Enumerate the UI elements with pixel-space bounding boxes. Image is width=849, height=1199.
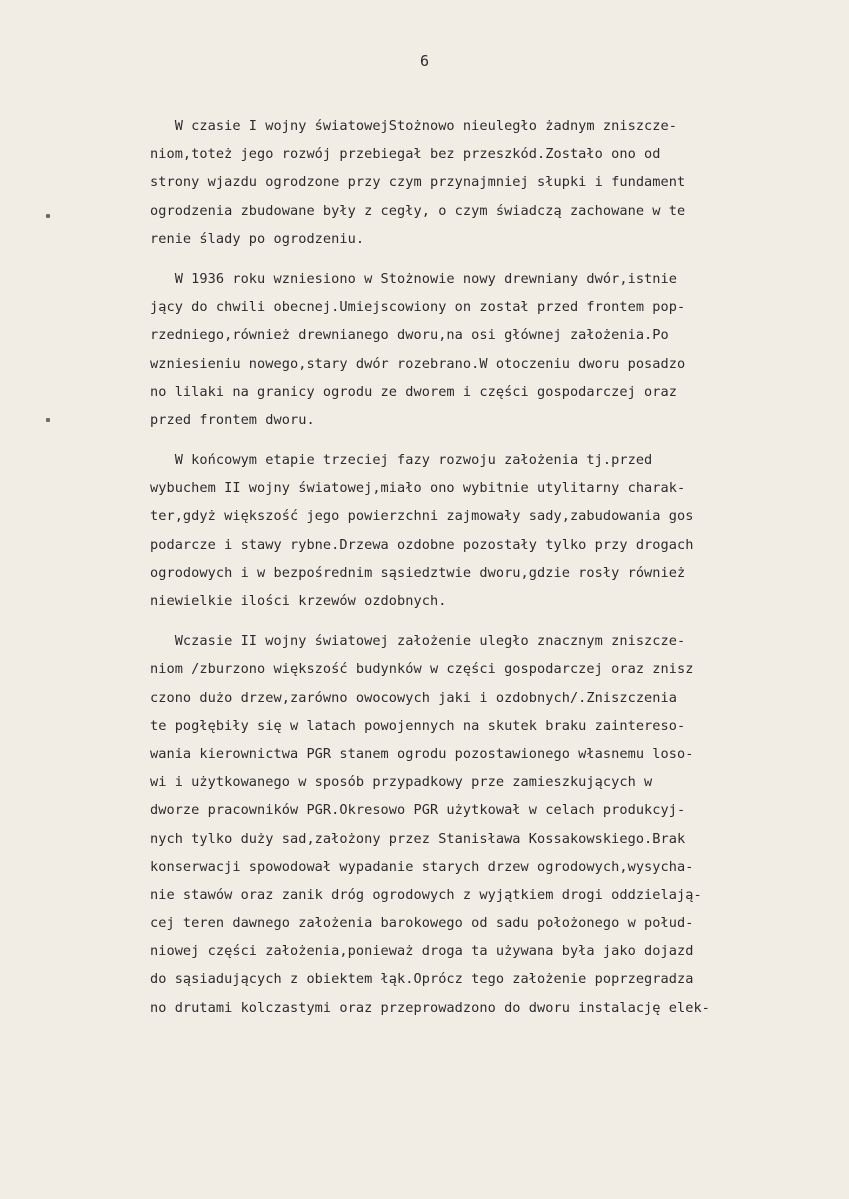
text-line: nie stawów oraz zanik dróg ogrodowych z wyjątkiem drogi oddzielają-: [150, 886, 702, 903]
text-line: dworze pracowników PGR.Okresowo PGR użytkował w celach produkcyj-: [150, 802, 686, 819]
text-line: ogrodowych i w bezpośrednim sąsiedztwie dworu,gdzie rosły również: [150, 564, 686, 581]
text-line: jący do chwili obecnej.Umiejscowiony on został przed frontem pop-: [150, 299, 686, 316]
margin-mark: [46, 214, 50, 218]
text-line: Wczasie II wojny światowej założenie uległo znacznym zniszcze-: [150, 633, 686, 650]
text-line: rzedniego,również drewnianego dworu,na osi głównej założenia.Po: [150, 327, 669, 344]
text-line: wzniesieniu nowego,stary dwór rozebrano.W otoczeniu dworu posadzo: [150, 355, 686, 372]
text-line: wybuchem II wojny światowej,miało ono wybitnie utylitarny charak-: [150, 480, 686, 497]
text-line: ogrodzenia zbudowane były z cegły, o czym świadczą zachowane w te: [150, 202, 686, 219]
text-line: niewielkie ilości krzewów ozdobnych.: [150, 593, 447, 609]
text-line: nych tylko duży sad,założony przez Stanisława Kossakowskiego.Brak: [150, 830, 686, 847]
text-line: podarcze i stawy rybne.Drzewa ozdobne pozostały tylko przy drogach: [150, 536, 694, 553]
text-line: wi i użytkowanego w sposób przypadkowy prze zamieszkujących w: [150, 774, 653, 791]
paragraph: [150, 627, 849, 1022]
text-line: wania kierownictwa PGR stanem ogrodu pozostawionego własnemu loso-: [150, 745, 694, 762]
text-line: renie ślady po ogrodzeniu.: [150, 230, 365, 247]
text-line: strony wjazdu ogrodzone przy czym przynajmniej słupki i fundament: [150, 174, 686, 191]
text-line: no lilaki na granicy ogrodu ze dworem i części gospodarczej oraz: [150, 383, 677, 400]
text-line: ter,gdyż większość jego powierzchni zajmowały sady,zabudowania gos: [150, 508, 694, 525]
text-line: konserwacji spowodował wypadanie starych drzew ogrodowych,wysycha-: [150, 858, 694, 875]
paragraph: [150, 112, 849, 253]
text-line: niowej części założenia,ponieważ droga ta używana była jako dojazd: [150, 943, 694, 960]
text-line: do sąsiadujących z obiektem łąk.Oprócz tego założenie poprzegradza: [150, 971, 694, 988]
text-line: niom /zburzono większość budynków w części gospodarczej oraz znisz: [150, 661, 694, 678]
text-line: W czasie I wojny światowejStożnowo nieuległo żadnym zniszcze-: [150, 118, 677, 134]
text-line: W końcowym etapie trzeciej fazy rozwoju założenia tj.przed: [150, 452, 653, 469]
text-line: te pogłębiły się w latach powojennych na skutek braku zaintereso-: [150, 717, 686, 734]
paragraph: [150, 265, 849, 434]
text-line: no drutami kolczastymi oraz przeprowadzono do dworu instalację elek-: [150, 999, 710, 1016]
text-line: przed frontem dworu.: [150, 411, 315, 428]
paragraph: [150, 446, 849, 615]
margin-mark: [46, 418, 50, 422]
text-line: W 1936 roku wzniesiono w Stożnowie nowy drewniany dwór,istnie: [150, 270, 677, 287]
body-text: [150, 112, 849, 1022]
text-line: niom,toteż jego rozwój przebiegał bez przeszkód.Zostało ono od: [150, 146, 669, 163]
text-line: cej teren dawnego założenia barokowego od sadu położonego w połud-: [150, 915, 694, 932]
text-line: czono dużo drzew,zarówno owocowych jaki i ozdobnych/.Zniszczenia: [150, 689, 677, 706]
page-number: 6: [419, 52, 430, 70]
